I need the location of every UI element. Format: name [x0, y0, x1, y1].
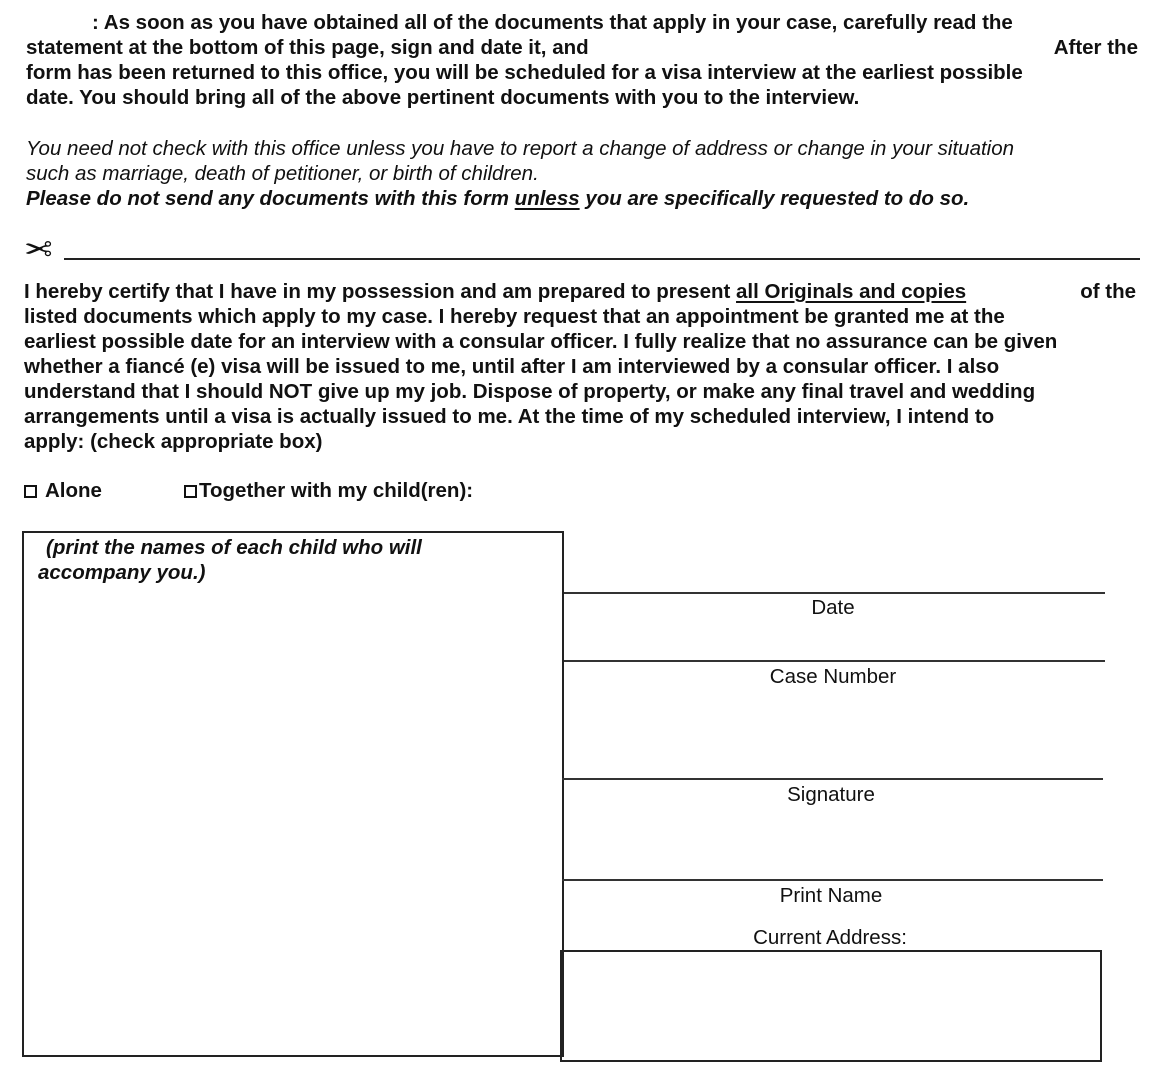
intro-line — [26, 60, 1138, 85]
print-name-label: Print Name — [779, 884, 883, 907]
notice-line-bold — [26, 186, 1138, 211]
certification-text: whether a fiancé (e) visa will be issued to me, until after I am interviewed by a consular officer. I also — [24, 355, 1000, 378]
intro-line-text: : As soon as you have obtained all of the documents that apply in your case, carefully read the — [92, 11, 1013, 34]
certification-line — [24, 354, 1136, 379]
intro-line-text: date. You should bring all of the above pertinent documents with you to the interview. — [26, 86, 860, 109]
alone-option[interactable] — [24, 477, 102, 505]
alone-label: Alone — [45, 479, 102, 502]
notice-text: you are specifically requested to do so. — [579, 187, 970, 210]
signature-label: Signature — [787, 783, 875, 806]
certification-line — [24, 304, 1136, 329]
children-hint-line: accompany you.) — [38, 561, 206, 584]
current-address-label: Current Address: — [753, 926, 907, 949]
intro-line — [26, 10, 1138, 35]
intro-line — [26, 85, 1138, 110]
date-label: Date — [811, 596, 855, 619]
together-with-children-option[interactable] — [184, 477, 473, 505]
cut-line-rule — [64, 258, 1140, 260]
certification-text: listed documents which apply to my case. I hereby request that an appointment be granted me at the — [24, 305, 1005, 328]
print-name-line[interactable] — [562, 879, 1103, 881]
certification-text: of the — [1080, 280, 1136, 303]
certification-line — [24, 329, 1136, 354]
certification-text: I hereby certify that I have in my possession and am prepared to present — [24, 280, 737, 303]
signature-line[interactable] — [562, 778, 1103, 780]
notice-line: such as marriage, death of petitioner, or birth of children. — [26, 162, 539, 185]
children-names-hint — [38, 535, 558, 585]
certification-text — [24, 279, 966, 304]
together-checkbox[interactable] — [184, 485, 197, 498]
certification-text: understand that I should NOT give up my job. Dispose of property, or make any final travel and wedding — [24, 380, 1036, 403]
intro-line-text: form has been returned to this office, you will be scheduled for a visa interview at the earliest possible — [26, 61, 1023, 84]
alone-checkbox[interactable] — [24, 485, 37, 498]
cut-line — [24, 233, 1140, 269]
notice-line: You need not check with this office unless you have to report a change of address or change in your situation — [26, 137, 1015, 160]
children-names-field[interactable] — [22, 531, 564, 1057]
case-number-label: Case Number — [769, 665, 897, 688]
notice-underlined-text: unless — [514, 187, 580, 210]
intro-line-text: After the — [1053, 36, 1138, 59]
together-label: Together with my child(ren): — [199, 479, 474, 502]
certification-line — [24, 379, 1136, 404]
intro-line — [26, 35, 1138, 60]
intro-line-text: statement at the bottom of this page, sign and date it, and — [26, 36, 589, 59]
certification-line — [24, 404, 1136, 429]
certification-line — [24, 279, 1136, 304]
intro-paragraph — [26, 10, 1138, 110]
children-hint-line — [38, 535, 558, 560]
scissors-icon: ✂ — [24, 231, 53, 269]
notice-text: Please do not send any documents with this form — [26, 187, 515, 210]
travel-choice-group — [24, 477, 724, 505]
certification-text: arrangements until a visa is actually issued to me. At the time of my scheduled interview, I intend to — [24, 405, 995, 428]
notice-paragraph — [26, 136, 1138, 211]
certification-text: apply: (check appropriate box) — [24, 430, 323, 453]
certification-paragraph — [24, 279, 1136, 454]
certification-text: earliest possible date for an interview with a consular officer. I fully realize that no assurance can be given — [24, 330, 1058, 353]
case-number-line[interactable] — [564, 660, 1105, 662]
children-hint-text: (print the names of each child who will — [46, 536, 422, 559]
date-line[interactable] — [564, 592, 1105, 594]
current-address-field[interactable] — [560, 950, 1102, 1062]
certification-line — [24, 429, 1136, 454]
certification-underlined-text: all Originals and copies — [736, 280, 967, 303]
